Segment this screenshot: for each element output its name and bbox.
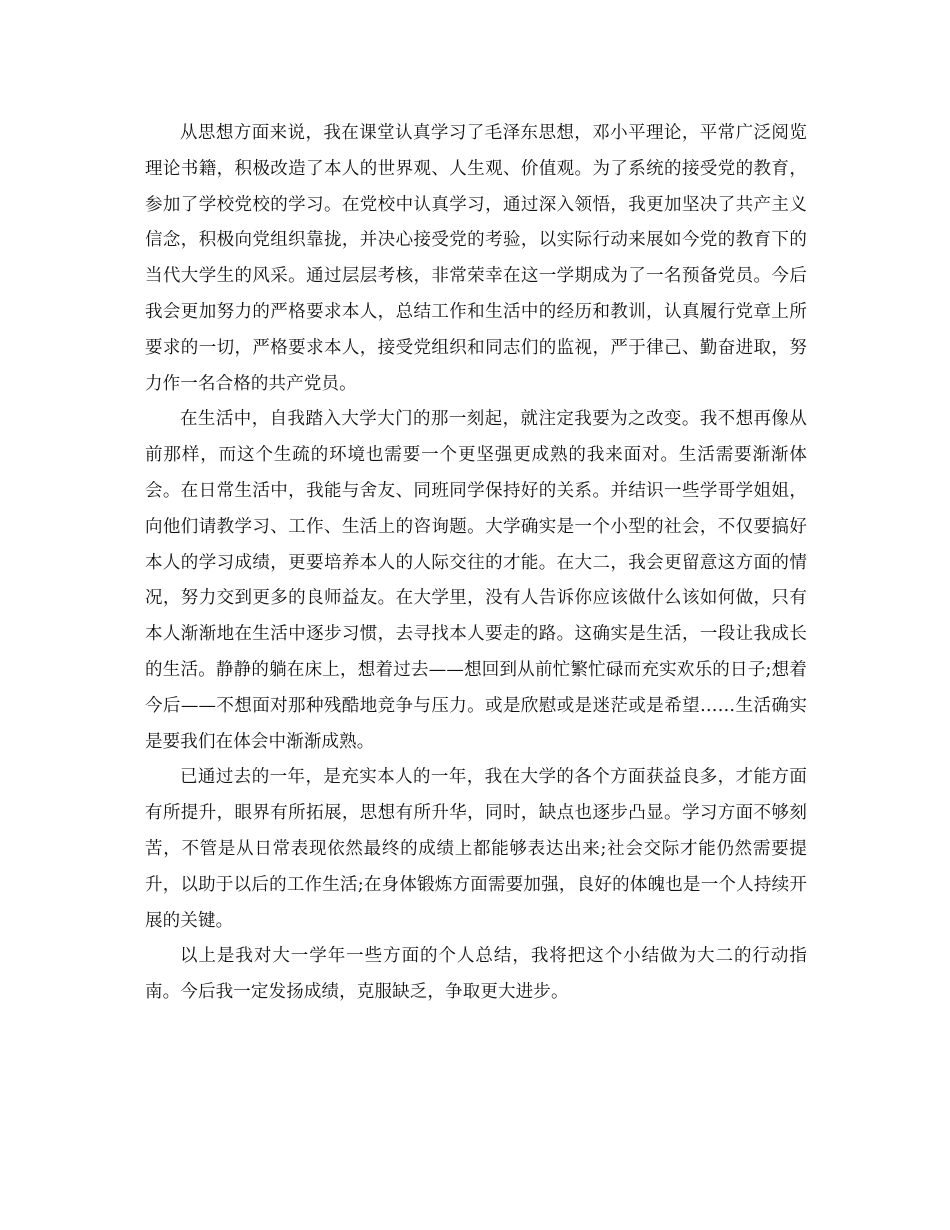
document-body	[145, 116, 807, 1011]
paragraph-life: 在生活中，自我踏入大学大门的那一刻起，就注定我要为之改变。我不想再像从前那样，而这个生疏的环境也需要一个更坚强更成熟的我来面对。生活需要渐渐体会。在日常生活中，我能与舍友、同班同学保持好的关系。并结识一些学哥学姐姐，向他们请教学习、工作、生活上的咨询题。大学确实是一个小型的社会，不仅要搞好本人的学习成绩，更要培养本人的人际交往的才能。在大二，我会更留意这方面的情况，努力交到更多的良师益友。在大学里，没有人告诉你应该做什么该如何做，只有本人渐渐地在生活中逐步习惯，去寻找本人要走的路。这确实是生活，一段让我成长的生活。静静的躺在床上，想着过去——想回到从前忙繁忙碌而充实欢乐的日子;想着今后——不想面对那种残酷地竞争与压力。或是欣慰或是迷茫或是希望……生活确实是要我们在体会中渐渐成熟。	[145, 409, 807, 752]
paragraph-conclusion: 以上是我对大一学年一些方面的个人总结，我将把这个小结做为大二的行动指南。今后我一定发扬成绩，克服缺乏，争取更大进步。	[145, 946, 807, 1003]
paragraph-thought: 从思想方面来说，我在课堂认真学习了毛泽东思想，邓小平理论，平常广泛阅览理论书籍，积极改造了本人的世界观、人生观、价值观。为了系统的接受党的教育，参加了学校党校的学习。在党校中认真学习，通过深入领悟，我更加坚决了共产主义信念，积极向党组织靠拢，并决心接受党的考验，以实际行动来展如今党的教育下的当代大学生的风采。通过层层考核，非常荣幸在这一学期成为了一名预备党员。今后我会更加努力的严格要求本人，总结工作和生活中的经历和教训，认真履行党章上所要求的一切，严格要求本人，接受党组织和同志们的监视，严于律己、勤奋进取，努力作一名合格的共产党员。	[145, 123, 807, 394]
paragraph-reflection: 已通过去的一年，是充实本人的一年，我在大学的各个方面获益良多，才能方面有所提升，眼界有所拓展，思想有所升华，同时，缺点也逐步凸显。学习方面不够刻苦，不管是从日常表现依然最终的成绩上都能够表达出来;社会交际才能仍然需要提升，以助于以后的工作生活;在身体锻炼方面需要加强，良好的体魄也是一个人持续开展的关键。	[145, 767, 807, 931]
